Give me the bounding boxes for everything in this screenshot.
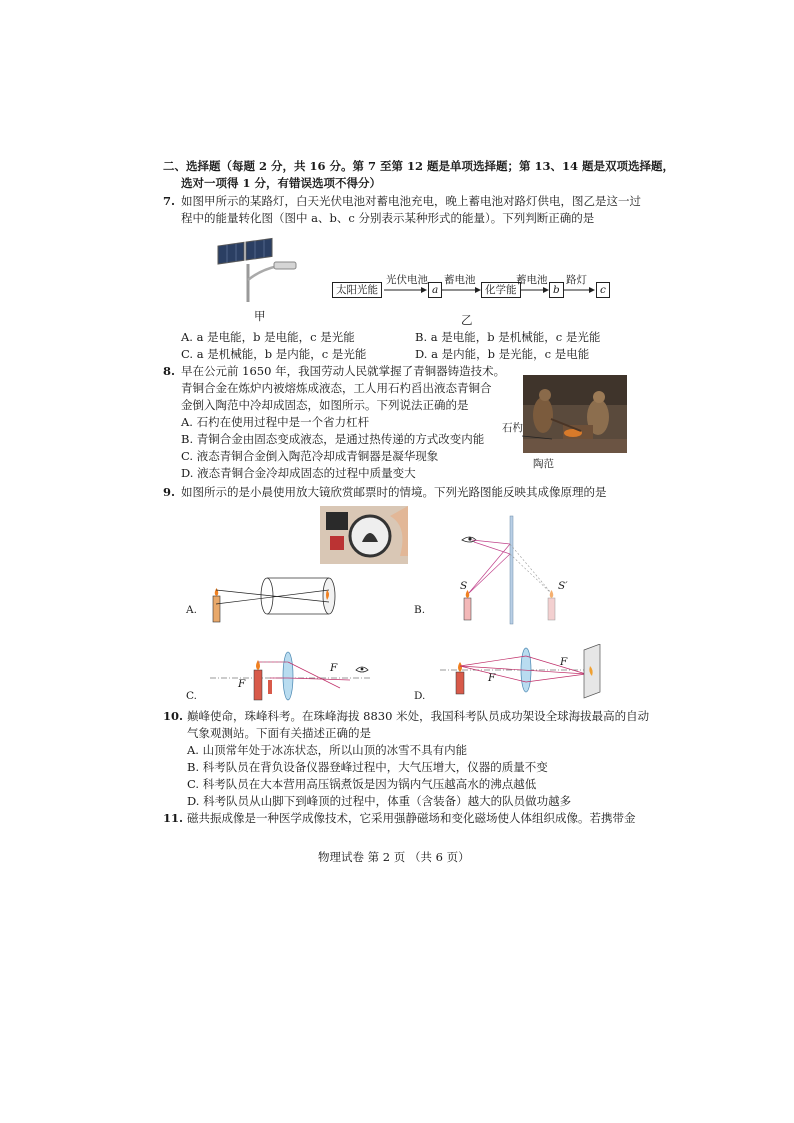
street-light-photo <box>212 236 304 304</box>
energy-flow-diagram <box>330 268 620 304</box>
q9-b-s-prime-label: S′ <box>558 580 568 592</box>
section-header-line1: 二、选择题（每题 2 分，共 16 分。第 7 至第 12 题是单项选择题；第 13、14 题是双项选择题， <box>163 159 675 173</box>
q11-stem-line1: 磁共振成像是一种医学成像技术，它采用强静磁场和变化磁场使人体组织成像。若携带金 <box>187 811 636 825</box>
flow-arrow-battery1: 蓄电池 <box>444 274 476 286</box>
flow-box-chemical: 化学能 <box>481 282 521 298</box>
q9-c-f-right: F <box>330 662 338 674</box>
page-footer: 物理试卷 第 2 页 （共 6 页） <box>318 850 470 864</box>
q9-label-a: A. <box>186 604 197 616</box>
flow-box-b <box>549 282 564 298</box>
q9-label-d: D. <box>414 690 426 702</box>
q7-option-a: A. a 是电能，b 是电能，c 是光能 <box>181 330 355 344</box>
flow-box-c <box>596 282 610 298</box>
q8-option-a: A. 石杓在使用过程中是一个省力杠杆 <box>181 415 370 429</box>
q8-option-c: C. 液态青铜合金倒入陶范冷却成青铜器是凝华现象 <box>181 449 439 463</box>
flow-a-label: a <box>432 284 439 296</box>
q8-number: 8. <box>163 364 176 378</box>
q9-diagram-d-lens-screen <box>440 644 610 702</box>
q10-stem-line2: 气象观测站。下面有关描述正确的是 <box>187 726 371 740</box>
section-header-line2: 选对一项得 1 分，有错误选项不得分） <box>181 176 382 190</box>
ladle-leader-line <box>522 426 552 428</box>
q9-number: 9. <box>163 485 176 499</box>
q9-b-s-label: S <box>460 580 468 592</box>
label-stone-ladle: 石杓 <box>502 422 523 434</box>
fig-jia-caption: 甲 <box>254 309 266 323</box>
q10-option-c: C. 科考队员在大本营用高压锅煮饭是因为锅内气压越高水的沸点越低 <box>187 777 537 791</box>
bronze-casting-photo <box>523 375 627 453</box>
q10-option-b: B. 科考队员在背负设备仪器登峰过程中，大气压增大，仪器的质量不变 <box>187 760 548 774</box>
q9-label-c: C. <box>186 690 197 702</box>
flow-box-solar: 太阳光能 <box>332 282 382 298</box>
q11-number: 11. <box>163 811 184 825</box>
q9-diagram-a-pinhole <box>205 570 355 626</box>
flow-c-label: c <box>600 284 606 296</box>
fig-yi-caption: 乙 <box>461 313 473 327</box>
q9-diagram-c-magnifier <box>210 648 380 702</box>
q8-stem-line2: 青铜合金在炼炉内被熔炼成液态，工人用石杓舀出液态青铜合 <box>181 381 492 395</box>
q8-option-d: D. 液态青铜合金冷却成固态的过程中质量变大 <box>181 466 416 480</box>
flow-arrow-battery2: 蓄电池 <box>516 274 548 286</box>
q9-d-f-left: F <box>488 672 496 684</box>
q8-option-b: B. 青铜合金由固态变成液态，是通过热传递的方式改变内能 <box>181 432 485 446</box>
q7-stem-line2: 程中的能量转化图（图中 a、b、c 分别表示某种形式的能量）。下列判断正确的是 <box>181 211 595 225</box>
q9-label-b: B. <box>414 604 426 616</box>
magnifier-photo <box>320 506 408 564</box>
q8-stem-line1: 早在公元前 1650 年，我国劳动人民就掌握了青铜器铸造技术。 <box>181 364 506 378</box>
q8-stem-line3: 金倒入陶范中冷却成固态，如图所示。下列说法正确的是 <box>181 398 469 412</box>
q7-option-b: B. a 是电能，b 是机械能，c 是光能 <box>415 330 601 344</box>
q10-number: 10. <box>163 709 184 723</box>
flow-arrow-pv: 光伏电池 <box>386 274 428 286</box>
q7-option-c: C. a 是机械能，b 是内能，c 是光能 <box>181 347 367 361</box>
q10-option-d: D. 科考队员从山脚下到峰顶的过程中，体重（含装备）越大的队员做功越多 <box>187 794 572 808</box>
flow-box-a <box>428 282 442 298</box>
q9-diagram-b-mirror <box>452 514 572 626</box>
q7-stem-line1: 如图甲所示的某路灯，白天光伏电池对蓄电池充电，晚上蓄电池对路灯供电，图乙是这一过 <box>181 194 641 208</box>
q10-stem-line1: 巅峰使命，珠峰科考。在珠峰海拔 8830 米处，我国科考队员成功架设全球海拔最高的自动 <box>187 709 650 723</box>
q9-stem-line1: 如图所示的是小晨使用放大镜欣赏邮票时的情境。下列光路图能反映其成像原理的是 <box>181 485 607 499</box>
flow-b-label: b <box>553 284 560 296</box>
q7-number: 7. <box>163 194 176 208</box>
q10-option-a: A. 山顶常年处于冰冻状态，所以山顶的冰雪不具有内能 <box>187 743 468 757</box>
label-clay-mold: 陶范 <box>533 458 554 470</box>
q9-c-f-left: F <box>238 678 246 690</box>
q9-d-f-right: F <box>560 656 568 668</box>
flow-arrow-lamp: 路灯 <box>566 274 587 286</box>
q7-option-d: D. a 是内能，b 是光能，c 是电能 <box>415 347 590 361</box>
